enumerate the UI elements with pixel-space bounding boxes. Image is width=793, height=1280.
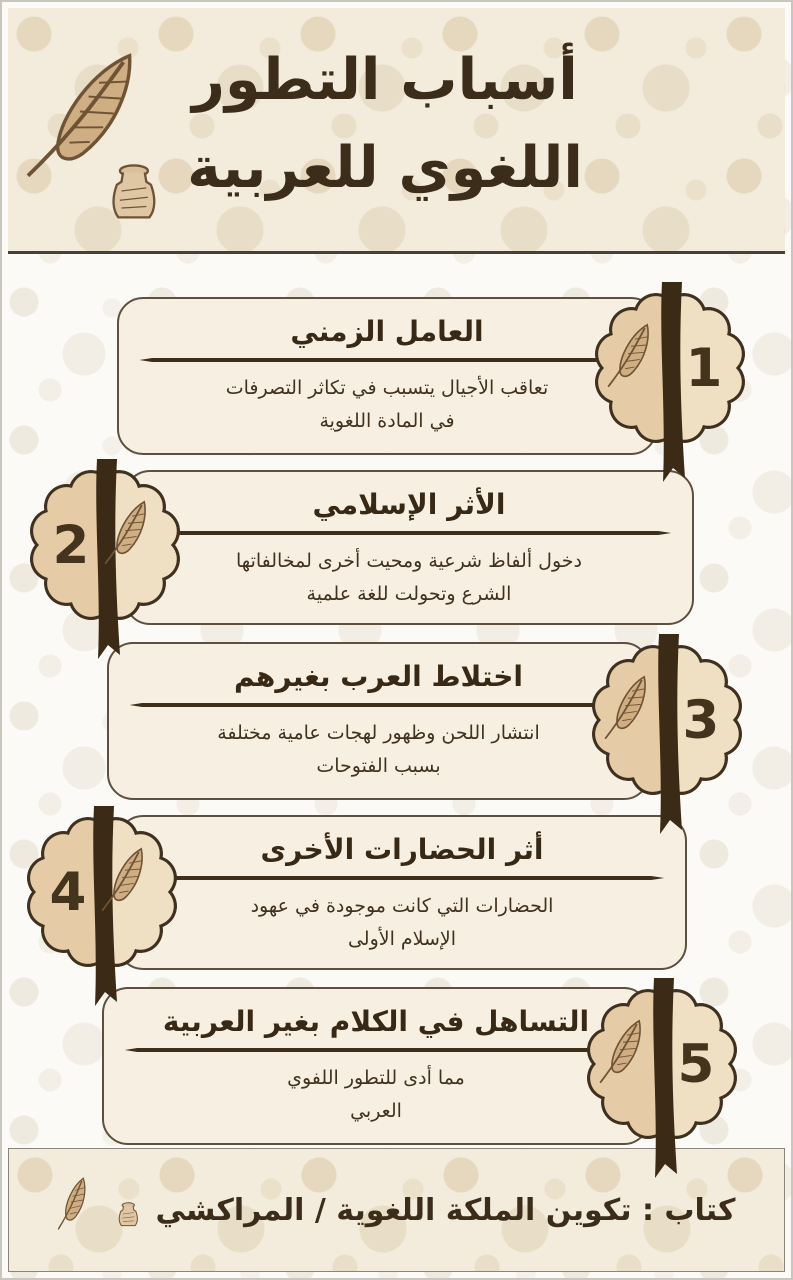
section-badge-5	[587, 978, 737, 1190]
inkwell-icon	[116, 1200, 146, 1234]
section-badge-1	[595, 282, 745, 494]
footer-text: كتاب : تكوين الملكة اللغوية / المراكشي	[155, 1192, 736, 1228]
inkwell-icon	[114, 165, 155, 217]
page-title-line1: أسباب التطور	[192, 47, 578, 113]
section-card-5	[102, 987, 650, 1145]
section-number: 2	[52, 515, 90, 576]
page-title	[135, 36, 635, 213]
section-number: 5	[677, 1034, 715, 1095]
section-number: 3	[682, 690, 720, 751]
section-badge-2	[30, 459, 180, 671]
title-divider	[147, 531, 672, 535]
section-title: العامل الزمني	[290, 315, 484, 348]
title-divider	[125, 1048, 628, 1052]
page-title-line2: اللغوي للعربية	[187, 135, 583, 202]
header-art	[18, 18, 198, 248]
section-description: انتشار اللحن وظهور لهجات عامية مختلفة بسبب الفتوحات	[217, 722, 540, 778]
section-title: الأثر الإسلامي	[312, 488, 506, 521]
section-card-1	[117, 297, 657, 455]
section-description: تعاقب الأجيال يتسبب في تكاثر التصرفات في المادة اللغوية	[225, 377, 549, 433]
section-title: أثر الحضارات الأخرى	[260, 833, 544, 866]
header-band	[8, 8, 785, 254]
quill-feather-icon	[58, 1174, 100, 1240]
section-description: الحضارات التي كانت موجودة في عهود الإسلام الأولى	[250, 895, 554, 951]
section-title: اختلاط العرب بغيرهم	[233, 660, 524, 693]
section-number: 1	[685, 338, 723, 399]
section-card-3	[107, 642, 650, 800]
section-title: التساهل في الكلام بغير العربية	[162, 1005, 590, 1038]
title-divider	[140, 358, 635, 362]
section-number: 4	[49, 862, 87, 923]
title-divider	[140, 876, 665, 880]
section-description: دخول ألفاظ شرعية ومحيت أخرى لمخالفاتها الشرع وتحولت للغة علمية	[236, 550, 582, 606]
section-badge-4	[27, 806, 177, 1018]
section-badge-3	[592, 634, 742, 846]
section-description: مما أدى للتطور اللفوي العربي	[287, 1067, 465, 1123]
title-divider	[130, 703, 628, 707]
